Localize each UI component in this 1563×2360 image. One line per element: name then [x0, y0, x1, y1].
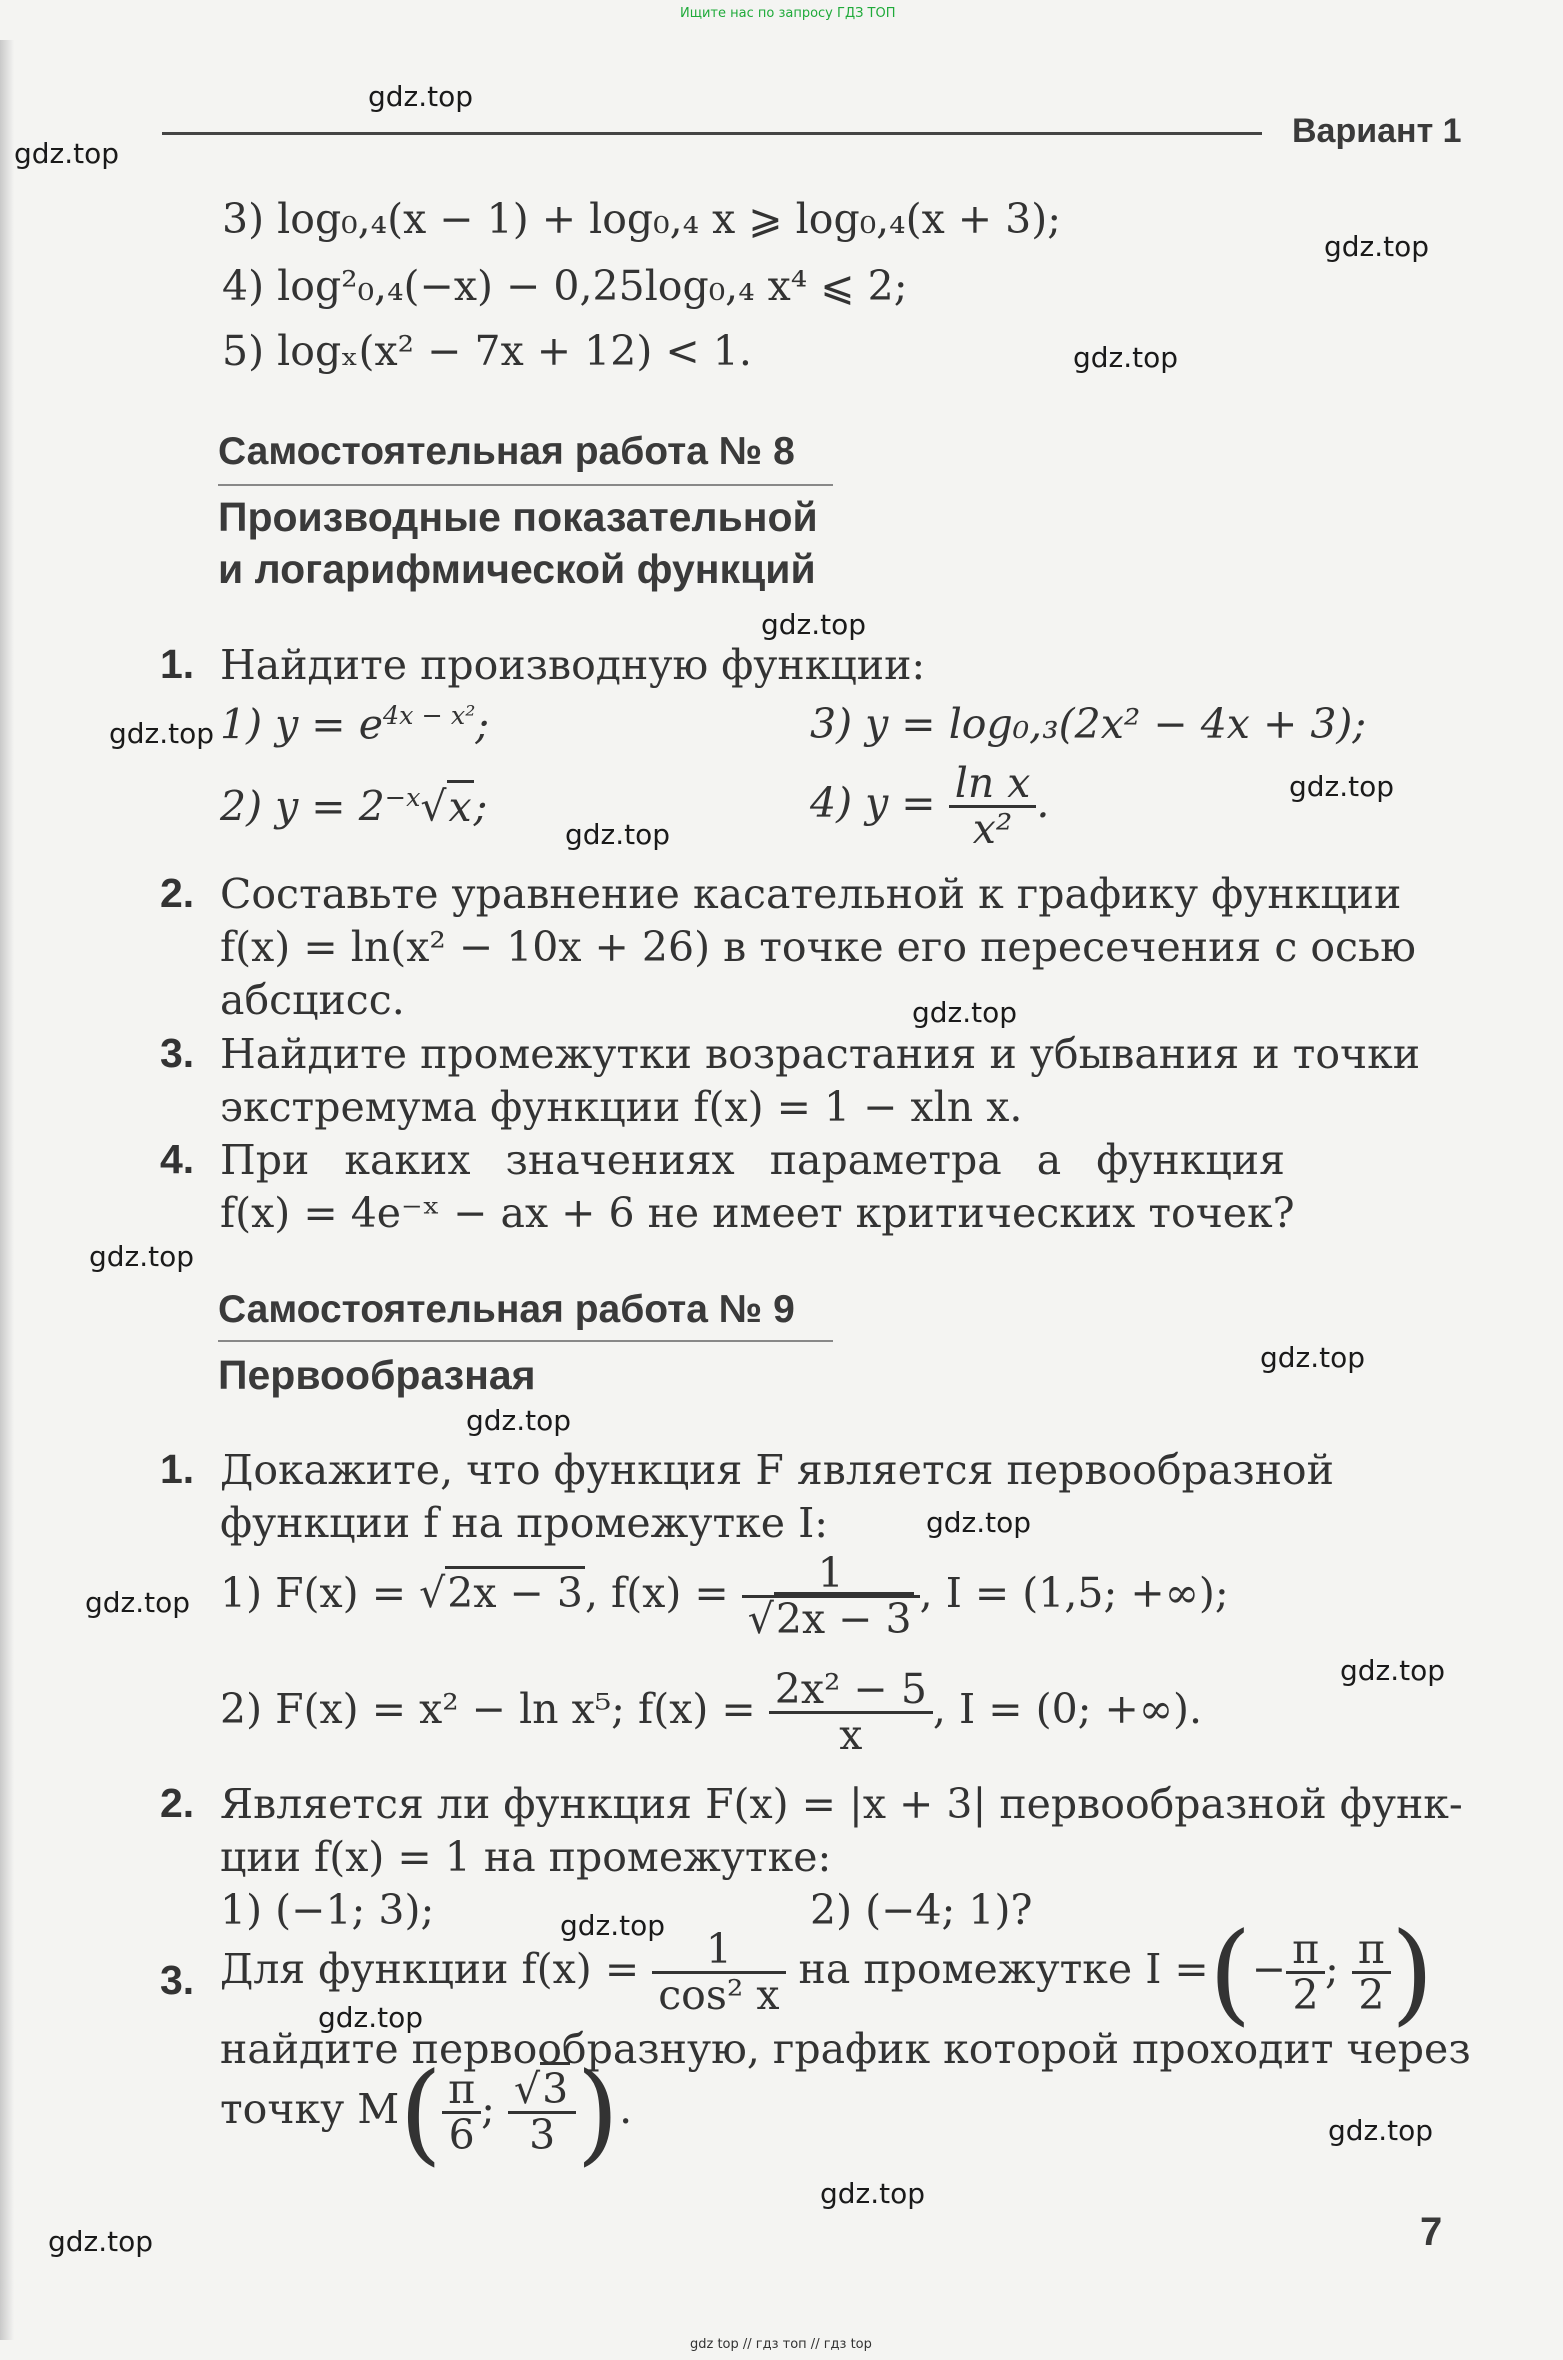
prev-item-3 — [222, 195, 1061, 243]
watermark: gdz.top — [560, 1909, 666, 1942]
sr9-task3-number: 3. — [160, 1957, 195, 2003]
page-number: 7 — [1420, 2210, 1443, 2254]
fraction: $\frac{√3}{3}$ — [508, 2068, 576, 2157]
sr9-title: Самостоятельная работа № 9 — [218, 1288, 795, 1331]
fraction: $\frac{\pi}{2}$ — [1352, 1928, 1391, 2017]
watermark: gdz.top — [912, 996, 1018, 1029]
sr8-task1-item4: 4) y = $\frac{\text{ln x}}{\text{x²}}$ . — [810, 759, 1050, 854]
watermark: gdz.top — [1340, 1654, 1446, 1687]
watermark: gdz.top — [820, 2177, 926, 2210]
watermark: gdz.top — [1328, 2114, 1434, 2147]
sr9-task3-line3: точку M( $\frac{\pi}{6}$ ; $\frac{√3}{3}$ ). — [220, 2048, 633, 2177]
sr8-task1-text: Найдите производную функции: — [220, 641, 926, 689]
sr8-task4-line2: f(x) = 4e⁻ˣ − ax + 6 не имеет критических точек? — [220, 1189, 1295, 1237]
sr8-task3-line2: экстремума функции f(x) = 1 − xln x. — [220, 1083, 1023, 1131]
sr9-task1-number: 1. — [160, 1446, 195, 1492]
watermark: gdz.top — [89, 1240, 195, 1273]
watermark: gdz.top — [109, 717, 215, 750]
sr9-subtitle: Первообразная — [218, 1352, 536, 1398]
item-expression: log²₀,₄(−x) − 0,25log₀,₄ x⁴ ⩽ 2; — [277, 262, 908, 310]
watermark: gdz.top — [48, 2225, 154, 2258]
sr8-subtitle-2: и логарифмической функций — [218, 546, 816, 592]
sr8-task4-line1: При каких значениях параметра a функция — [220, 1136, 1285, 1184]
sr8-task3-line1: Найдите промежутки возрастания и убывания и точки — [220, 1030, 1421, 1078]
page-edge — [0, 40, 14, 2340]
bottom-banner: gdz top // гдз топ // гдз top — [690, 2337, 872, 2352]
sr9-task2-line1: Является ли функция F(x) = |x + 3| первообразной функ- — [220, 1780, 1463, 1828]
sr9-task1-line2: функции f на промежутке I: — [220, 1499, 829, 1547]
sr9-task3-line1: Для функции f(x) = $\frac{1}{\text{cos² x}}$ на промежутке I =(− $\frac{\pi}{2}$ ; $\frac{\pi}{2}$ ) — [220, 1908, 1434, 2037]
sr8-task1-number: 1. — [160, 641, 195, 687]
sr9-task1-item1: 1) F(x) = √2x − 3, f(x) = $\frac{1}{√2x - 3}$ , I = (1,5; +∞); — [220, 1549, 1229, 1644]
watermark: gdz.top — [1260, 1341, 1366, 1374]
sr8-task1-item2: 2) $y = 2^{-x}√x$; — [220, 782, 488, 831]
watermark: gdz.top — [1073, 341, 1179, 374]
watermark: gdz.top — [318, 2001, 424, 2034]
watermark: gdz.top — [14, 137, 120, 170]
sr9-task2-line2: ции f(x) = 1 на промежутке: — [220, 1833, 832, 1881]
watermark: gdz.top — [85, 1586, 191, 1619]
watermark: gdz.top — [368, 80, 474, 113]
sr8-title: Самостоятельная работа № 8 — [218, 430, 795, 473]
sr8-subtitle-1: Производные показательной — [218, 494, 818, 540]
prev-item-4 — [222, 262, 908, 310]
sr9-task3-line2: найдите первообразную, график которой проходит через — [220, 2025, 1471, 2073]
top-banner: Ищите нас по запросу ГДЗ ТОП — [680, 6, 896, 21]
item-number: 4) — [222, 262, 265, 310]
fraction: $\frac{1}{\text{cos² x}}$ — [652, 1928, 785, 2017]
item-expression: log₀,₄(x − 1) + log₀,₄ x ⩾ log₀,₄(x + 3); — [277, 195, 1062, 243]
header-rule — [162, 132, 1262, 135]
sr8-task2-line3: абсцисс. — [220, 976, 405, 1024]
sr9-task2-option1: 1) (−1; 3); — [220, 1886, 435, 1934]
fraction: $\frac{\pi}{2}$ — [1286, 1928, 1325, 2017]
fraction: $\frac{1}{√2x - 3}$ — [742, 1552, 920, 1641]
sr8-task2-line1: Составьте уравнение касательной к графику функции — [220, 870, 1402, 918]
watermark: gdz.top — [565, 818, 671, 851]
fraction: $\frac{\pi}{6}$ — [442, 2068, 481, 2157]
item-number: 3) — [222, 195, 265, 243]
fraction: $\frac{\text{ln x}}{\text{x²}}$ — [949, 762, 1037, 851]
sr8-task4-number: 4. — [160, 1136, 195, 1182]
watermark: gdz.top — [761, 608, 867, 641]
watermark: gdz.top — [1289, 770, 1395, 803]
sr8-title-underline — [218, 484, 833, 486]
sr9-task1-line1: Докажите, что функция F является первообразной — [220, 1446, 1334, 1494]
sr9-title-underline — [218, 1340, 833, 1342]
sr8-task1-item1: 1) $y = e^{4x - x^2}$; — [220, 700, 490, 749]
sr8-task3-number: 3. — [160, 1030, 195, 1076]
prev-item-5 — [222, 327, 752, 375]
sr8-task2-number: 2. — [160, 870, 195, 916]
watermark: gdz.top — [1324, 230, 1430, 263]
item-number: 5) — [222, 327, 265, 375]
item-expression: logₓ(x² − 7x + 12) < 1. — [277, 327, 752, 375]
header-variant: Вариант 1 — [1292, 112, 1462, 150]
sr8-task2-line2: f(x) = ln(x² − 10x + 26) в точке его пересечения с осью — [220, 923, 1416, 971]
watermark: gdz.top — [466, 1404, 572, 1437]
sr9-task2-number: 2. — [160, 1780, 195, 1826]
sr9-task2-option2: 2) (−4; 1)? — [810, 1886, 1033, 1934]
fraction: $\frac{\text{2x² − 5}}{x}$ — [769, 1668, 933, 1757]
watermark: gdz.top — [926, 1506, 1032, 1539]
sr8-task1-item3: 3) y = log₀,₃(2x² − 4x + 3); — [810, 700, 1367, 748]
sr9-task1-item2: 2) F(x) = x² − ln x⁵; f(x) = $\frac{\text{2x² − 5}}{x}$ , I = (0; +∞). — [220, 1665, 1203, 1760]
